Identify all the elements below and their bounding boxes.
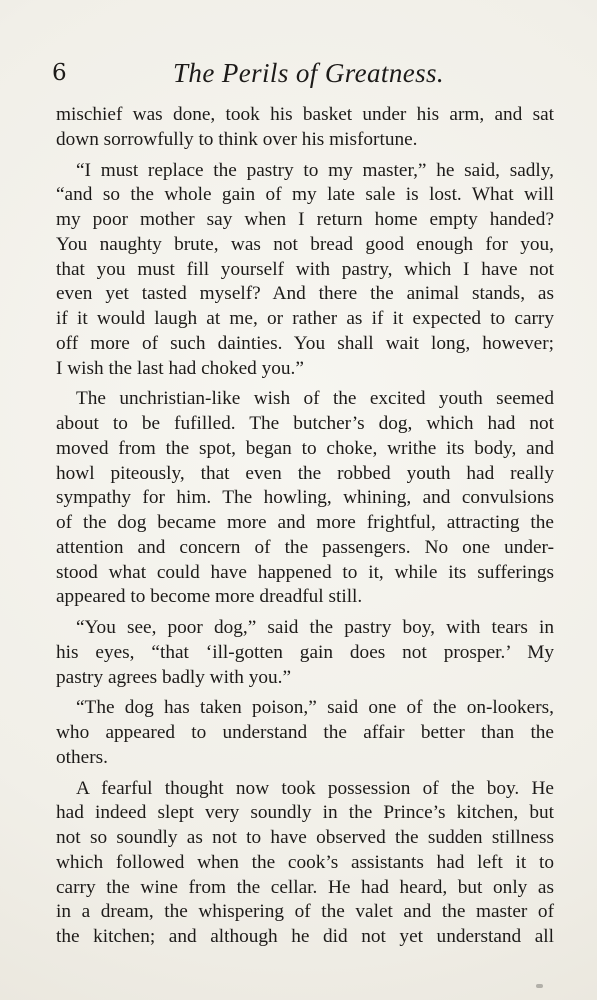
text-line: in a dream, the whispering of the valet and the master of <box>56 901 554 923</box>
text-line: of the dog became more and more frightful, attracting the <box>56 512 554 533</box>
text-line: “You see, poor dog,” said the pastry boy, with tears in <box>76 617 554 638</box>
running-head <box>0 56 597 92</box>
paragraph <box>56 103 554 153</box>
text-line: his eyes, “that ‘ill-gotten gain does not prosper.’ My <box>56 641 554 663</box>
text-line: that you must fill yourself with pastry, which I have not <box>56 258 554 280</box>
text-line: who appeared to understand the affair better than the <box>56 722 554 743</box>
text-line: moved from the spot, began to choke, writhe its body, and <box>56 437 554 459</box>
text-line: which followed when the cook’s assistants had left it to <box>56 851 554 873</box>
running-title: The Perils of Greatness. <box>173 58 445 88</box>
text-line: stood what could have happened to it, while its sufferings <box>56 561 554 583</box>
text-line: the kitchen; and although he did not yet understand all <box>56 926 554 947</box>
paragraph <box>56 777 554 950</box>
text-line: not so soundly as not to have observed the sudden stillness <box>56 827 554 848</box>
paragraph <box>56 387 554 610</box>
text-line: had indeed slept very soundly in the Prince’s kitchen, but <box>56 802 554 824</box>
paragraph <box>56 696 554 770</box>
text-line: off more of such dainties. You shall wait long, however; <box>56 332 554 354</box>
text-line: You naughty brute, was not bread good enough for you, <box>56 233 554 255</box>
text-line: down sorrowfully to think over his misfortune. <box>56 128 418 150</box>
text-line: pastry agrees badly with you.” <box>56 666 292 688</box>
body-text <box>56 103 554 950</box>
text-line: howl piteously, that even the robbed youth had really <box>56 462 554 484</box>
text-line: sympathy for him. The howling, whining, and convulsions <box>56 487 554 509</box>
ink-speck <box>536 984 543 988</box>
text-line: my poor mother say when I return home empty handed? <box>56 209 554 230</box>
text-line: A fearful thought now took possession of the boy. He <box>76 777 554 799</box>
paragraph <box>56 616 554 690</box>
text-line: “I must replace the pastry to my master,” he said, sadly, <box>76 159 554 181</box>
page-number: 6 <box>52 60 67 86</box>
text-line: I wish the last had choked you.” <box>56 357 304 379</box>
text-line: The unchristian-like wish of the excited youth seemed <box>76 388 554 410</box>
paragraph <box>56 159 554 382</box>
text-line: “and so the whole gain of my late sale is lost. What will <box>56 184 554 206</box>
text-line: others. <box>56 746 108 768</box>
text-line: if it would laugh at me, or rather as if it expected to carry <box>56 308 554 329</box>
text-line: even yet tasted myself? And there the animal stands, as <box>56 283 554 305</box>
text-line: about to be fufilled. The butcher’s dog, which had not <box>56 413 554 434</box>
text-line: appeared to become more dreadful still. <box>56 586 363 608</box>
text-line: mischief was done, took his basket under his arm, and sat <box>56 104 554 125</box>
text-line: carry the wine from the cellar. He had heard, but only as <box>56 876 554 898</box>
text-line: “The dog has taken poison,” said one of the on-lookers, <box>76 697 554 719</box>
text-line: attention and concern of the passengers. No one under- <box>56 536 554 558</box>
